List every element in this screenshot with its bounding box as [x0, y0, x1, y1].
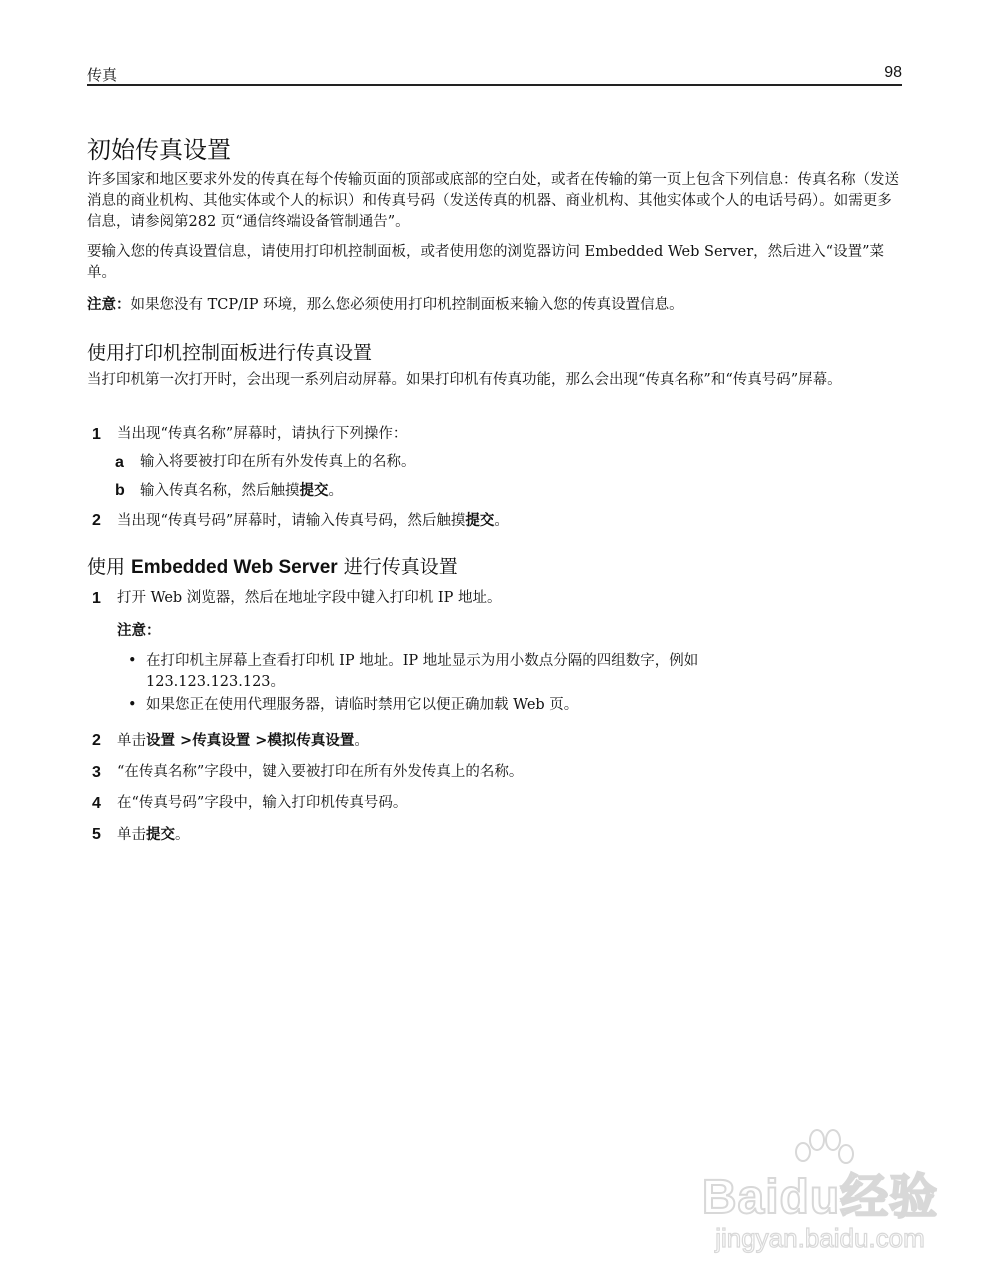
note-text: 如果您没有 TCP/IP 环境，那么您必须使用打印机控制面板来输入您的传真设置信息。	[130, 297, 684, 313]
bullet-icon: •	[128, 697, 137, 713]
paw-icon	[788, 1128, 858, 1178]
note-label: 注意：	[87, 296, 131, 313]
intro-note	[87, 294, 902, 316]
submit-label: 提交	[465, 512, 495, 529]
watermark-url: jingyan.baidu.com	[715, 1223, 925, 1253]
page-header	[87, 64, 902, 86]
submit-label: 提交	[299, 482, 329, 499]
intro-paragraph-1: 许多国家和地区要求外发的传真在每个传输页面的顶部或底部的空白处，或者在传输的第一页上包含下列信息：传真名称（发送消息的商业机构、其他实体或个人的标识）和传真号码（发送传真的机器、商业机构、其他实体或个人的电话号码）。如需更多信息，请参阅第282 页“通信终端设备管制通告”。	[87, 172, 899, 230]
intro-paragraph-2: 要输入您的传真设置信息，请使用打印机控制面板，或者使用您的浏览器访问 Embedded Web Server，然后进入“设置”菜单。	[87, 244, 885, 281]
page-title: 初始传真设置	[87, 136, 231, 164]
page-number: 98	[884, 64, 902, 81]
section1-heading: 使用打印机控制面板进行传真设置	[87, 342, 373, 364]
bullet-icon: •	[128, 653, 137, 669]
section1-paragraph: 当打印机第一次打开时，会出现一系列启动屏幕。如果打印机有传真功能，那么会出现“传真名称”和“传真号码”屏幕。	[87, 372, 842, 388]
submit-label: 提交	[146, 826, 175, 843]
section2-heading: 使用 Embedded Web Server 进行传真设置	[87, 556, 458, 578]
watermark-brand: Baidu经验	[701, 1171, 939, 1224]
menu-path: 设置 >传真设置 >模拟传真设置	[146, 732, 355, 749]
baidu-watermark	[700, 1128, 940, 1258]
header-section-title: 传真	[87, 66, 118, 84]
